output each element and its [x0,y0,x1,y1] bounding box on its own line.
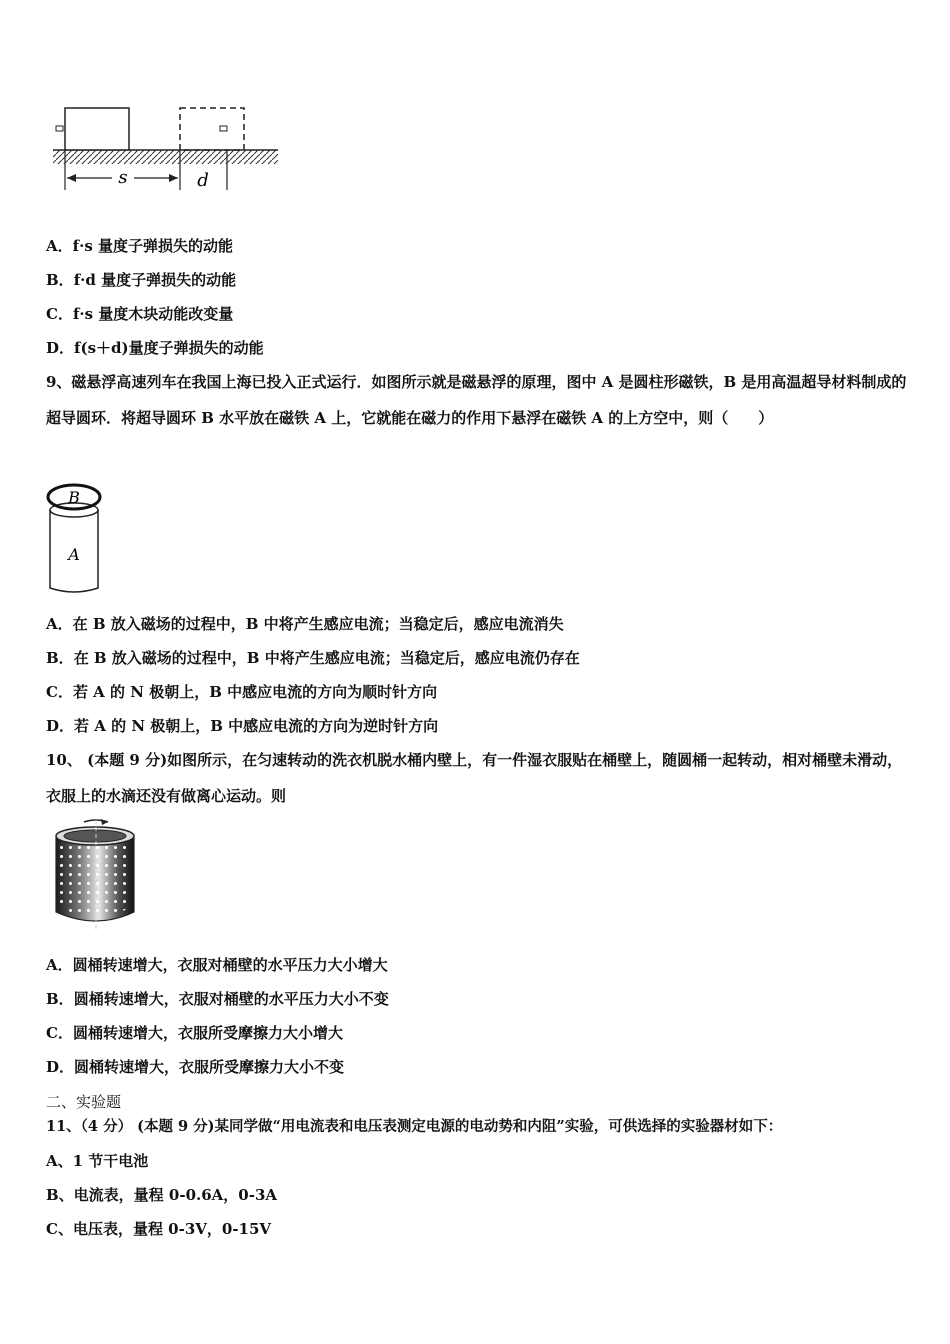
q9-option-b: B．在 B 放入磁场的过程中，B 中将产生感应电流；当稳定后，感应电流仍存在 [46,649,580,667]
q10-figure [48,816,138,932]
q9-option-a: A．在 B 放入磁场的过程中，B 中将产生感应电流；当稳定后，感应电流消失 [46,615,564,633]
label-b: B [68,488,80,507]
q10-option-b: B．圆桶转速增大，衣服对桶壁的水平压力大小不变 [46,990,389,1008]
label-a: A [68,545,80,564]
q11-item-c: C、电压表，量程 0-3V，0-15V [46,1220,272,1238]
q8-option-a: A．f·s 量度子弹损失的动能 [46,237,233,255]
q11-item-b: B、电流表，量程 0-0.6A，0-3A [46,1186,278,1204]
q10-option-a: A．圆桶转速增大，衣服对桶壁的水平压力大小增大 [46,956,388,974]
q11-stem: 11、（4 分） (本题 9 分)某同学做“用电流表和电压表测定电源的电动势和内阻”实验，可供选择的实验器材如下： [46,1118,783,1135]
q9-figure [44,480,106,596]
q11-item-a: A、1 节干电池 [46,1152,149,1170]
q9-option-d: D．若 A 的 N 极朝上，B 中感应电流的方向为逆时针方向 [46,717,439,735]
wood-block [65,108,129,150]
label-s: s [118,167,128,188]
label-d: d [197,170,209,191]
q9-stem: 9、磁悬浮高速列车在我国上海已投入正式运行．如图所示就是磁悬浮的原理，图中 A 是圆柱形磁铁，B 是用高温超导材料制成的超导圆环．将超导圆环 B 水平放在磁铁 A 上，它就能在磁力的作用下悬浮在磁铁 A 的上方空中，则（ ） [46,373,907,427]
q8-figure [50,100,282,195]
q8-option-b: B．f·d 量度子弹损失的动能 [46,271,237,289]
q10-stem: 10、 (本题 9 分)如图所示，在匀速转动的洗衣机脱水桶内壁上，有一件湿衣服贴在桶壁上，随圆桶一起转动，相对桶壁未滑动，衣服上的水滴还没有做离心运动。则 [46,751,903,805]
ground-hatch [53,150,278,164]
q10-option-c: C．圆桶转速增大，衣服所受摩擦力大小增大 [46,1024,343,1042]
q8-option-d: D．f(s＋d)量度子弹损失的动能 [46,339,264,357]
q8-option-c: C．f·s 量度木块动能改变量 [46,305,234,323]
bullet-start [56,126,63,131]
q10-option-d: D．圆桶转速增大，衣服所受摩擦力大小不变 [46,1058,345,1076]
q9-option-c: C．若 A 的 N 极朝上，B 中感应电流的方向为顺时针方向 [46,683,438,701]
section-title: 二、实验题 [46,1093,122,1111]
bullet-end [220,126,227,131]
wood-block-dashed [180,108,244,150]
